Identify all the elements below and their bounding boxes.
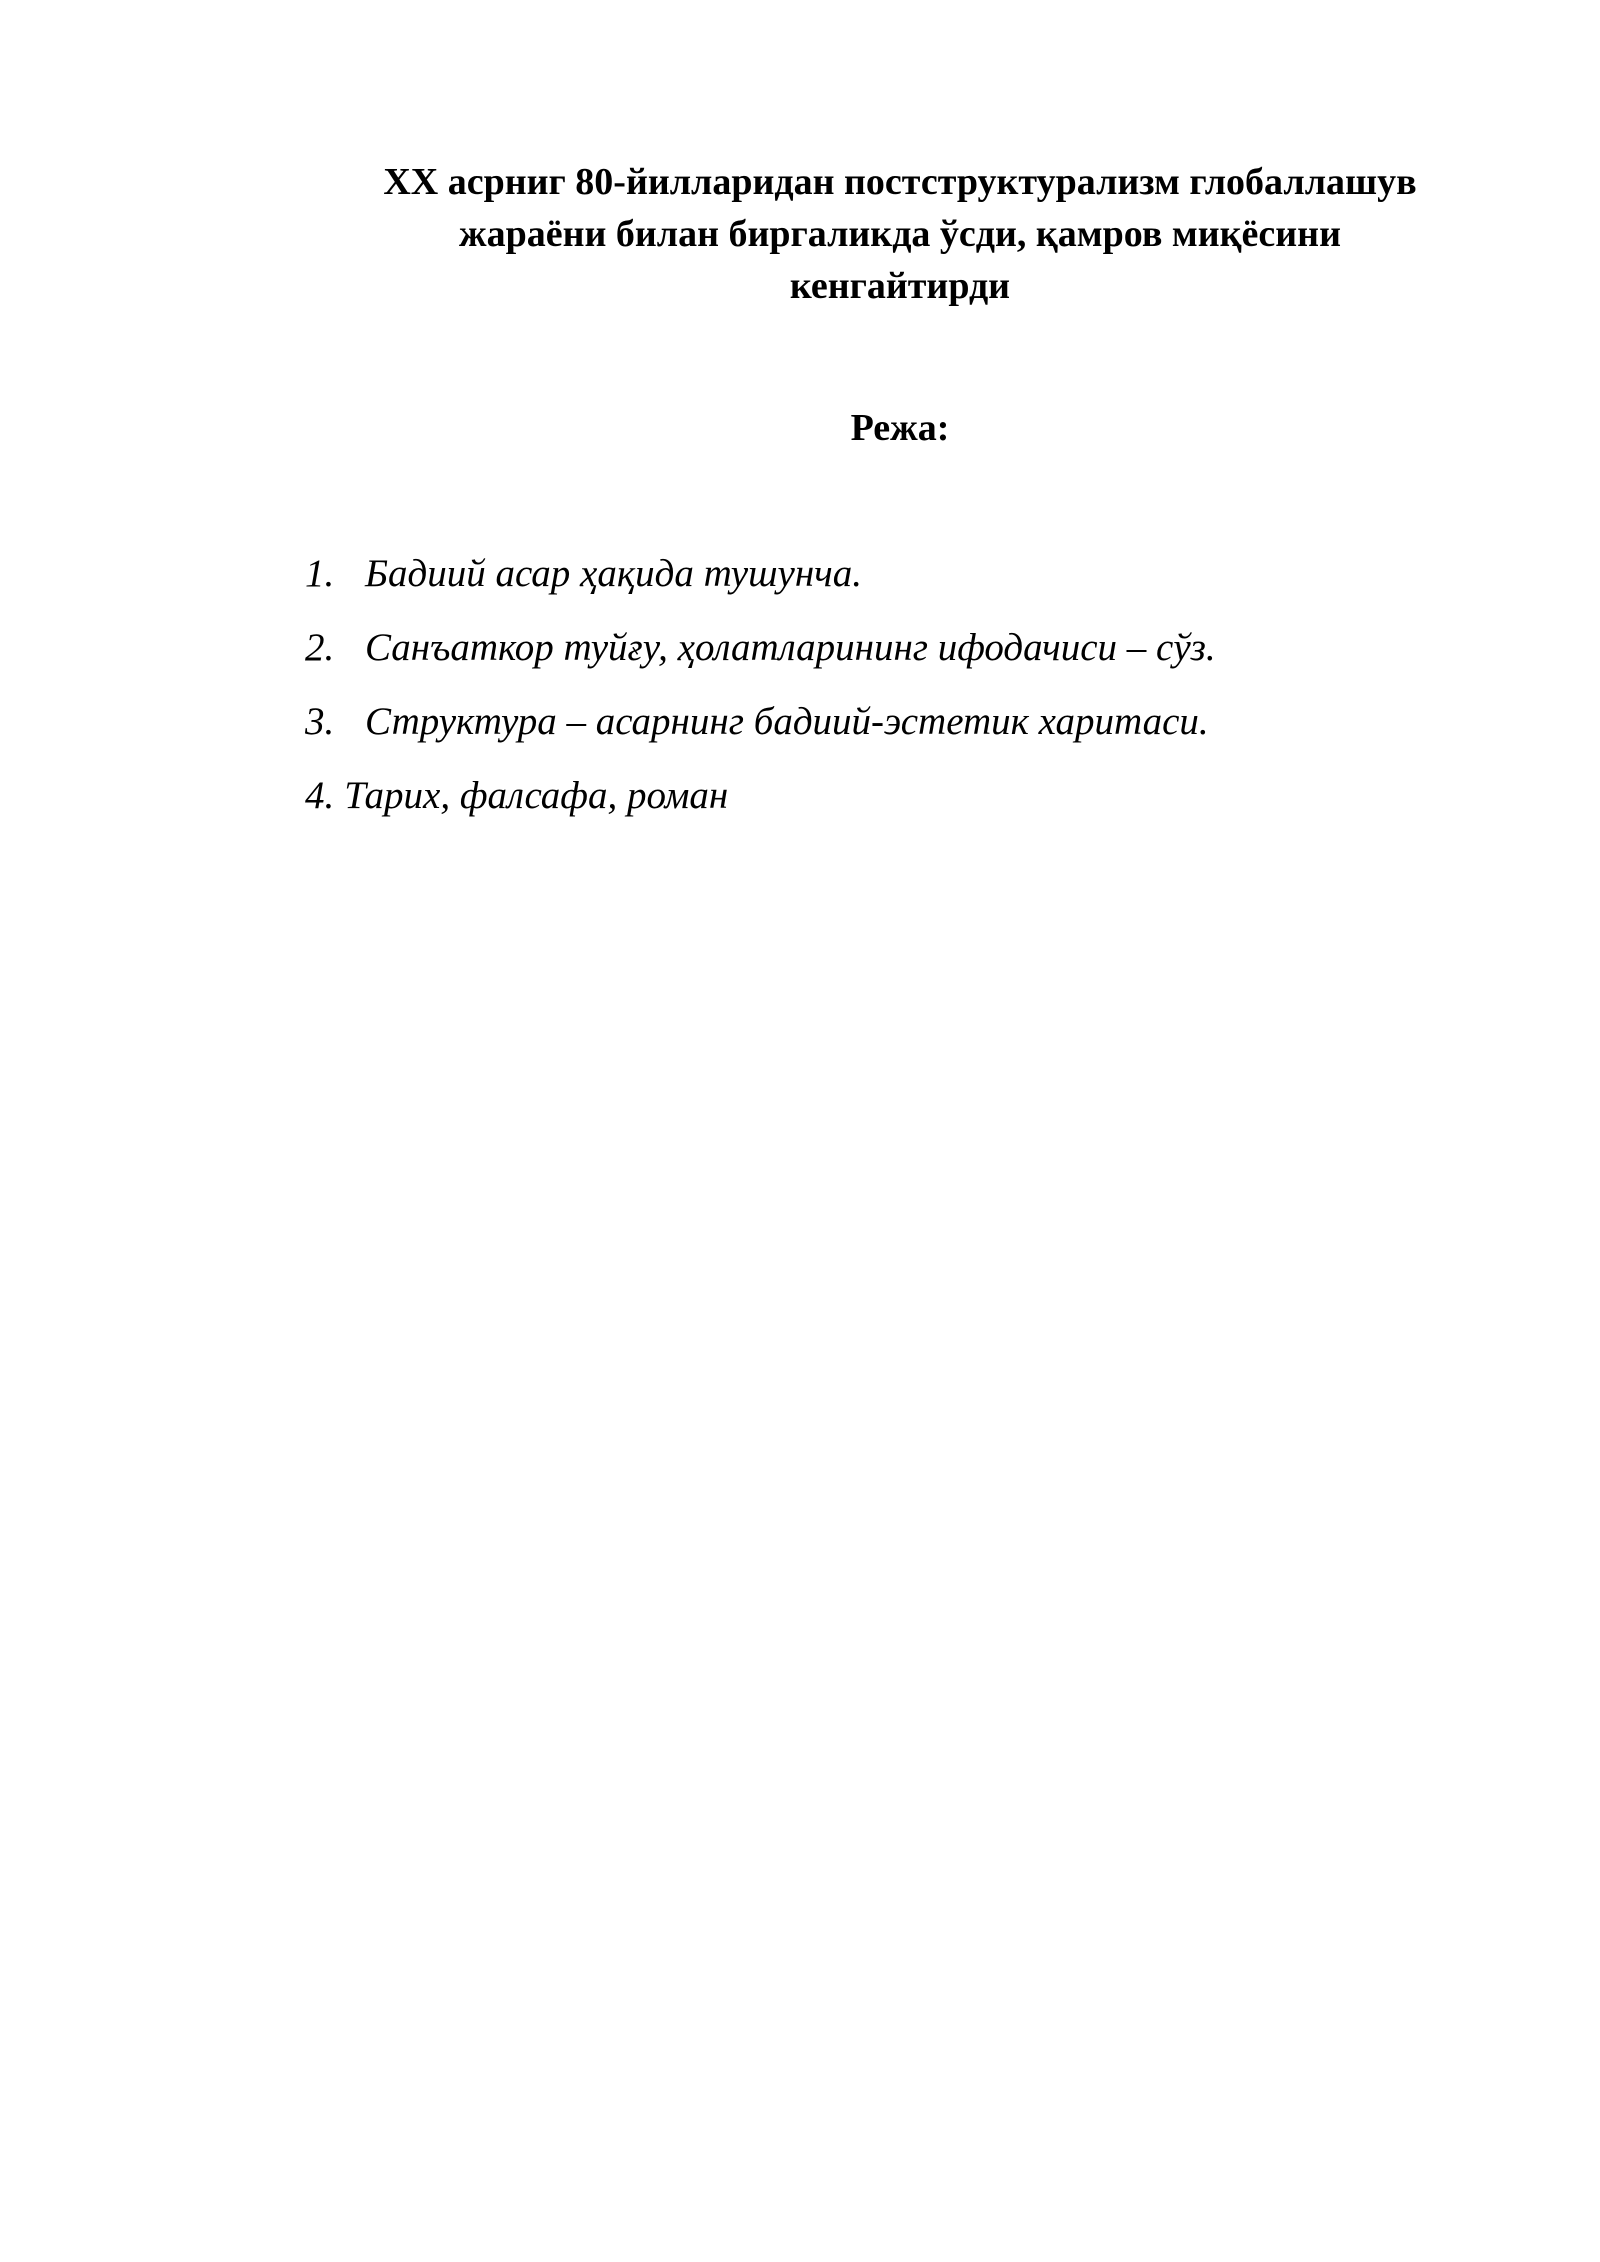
- plan-item: [305, 548, 1505, 622]
- plan-heading: Режа:: [850, 407, 950, 449]
- plan-item-text: Тарих, фалсафа, роман: [344, 774, 729, 817]
- document-title: [300, 156, 1500, 312]
- plan-item-number: 3.: [305, 700, 335, 743]
- title-line-2: жараёни билан биргаликда ўсди, қамров миқёсини: [459, 213, 1341, 255]
- title-line-3: кенгайтирди: [789, 265, 1011, 307]
- title-line-1: XX асрниг 80-йилларидан постструктурализм глобаллашув: [383, 161, 1417, 203]
- plan-item-text: Бадиий асар ҳақида тушунча.: [365, 552, 863, 595]
- plan-item-text: Санъаткор туйғу, ҳолатларининг ифодачиси – сўз.: [365, 626, 1216, 669]
- plan-item-number: 1.: [305, 552, 335, 595]
- plan-list: [305, 548, 1505, 844]
- plan-item: [305, 622, 1505, 696]
- plan-item: [305, 770, 1505, 844]
- plan-item: [305, 696, 1505, 770]
- plan-item-text: Структура – асарнинг бадиий-эстетик харитаси.: [365, 700, 1209, 743]
- plan-item-number: 2.: [305, 626, 335, 669]
- plan-item-number: 4.: [305, 774, 335, 817]
